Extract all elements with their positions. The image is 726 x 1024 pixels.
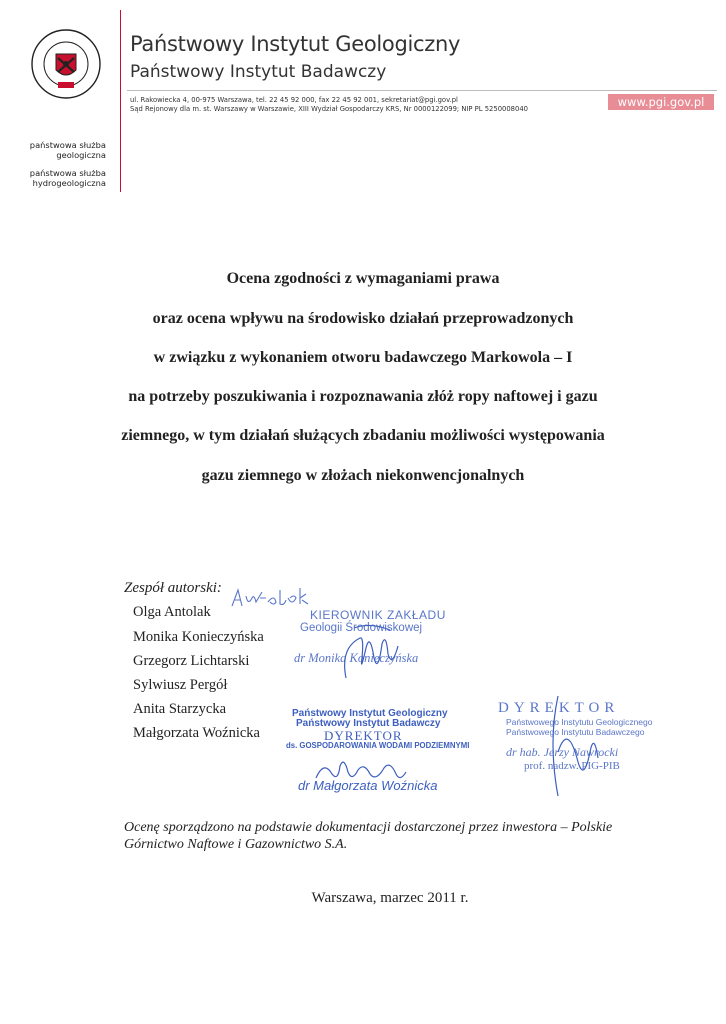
title-line: gazu ziemnego w złożach niekonwencjonalnych bbox=[201, 467, 525, 484]
institute-stamp-line2: Państwowy Instytut Badawczy bbox=[296, 718, 441, 729]
konieczynska-signature bbox=[330, 618, 410, 688]
director-stamp-line2: Państwowego Instytutu Badawczego bbox=[506, 727, 645, 737]
director-stamp-name: dr hab. Jerzy Nawrocki bbox=[506, 745, 619, 759]
head-stamp-name: dr Monika Konieczyńska bbox=[294, 651, 419, 665]
director-stamp-line1: Państwowego Instytutu Geologicznego bbox=[506, 717, 653, 727]
author-name: Monika Konieczyńska bbox=[133, 629, 264, 645]
author-name: Anita Starzycka bbox=[133, 701, 227, 717]
side-label: państwowa służba bbox=[29, 140, 106, 150]
side-label: państwowa służba bbox=[29, 168, 106, 178]
side-label: geologiczna bbox=[56, 150, 106, 160]
letterhead-divider-vertical bbox=[120, 10, 121, 192]
author-name: Sylwiusz Pergół bbox=[133, 677, 228, 693]
head-stamp-line2: Geologii Środowiskowej bbox=[300, 622, 423, 634]
website-badge[interactable]: www.pgi.gov.pl bbox=[608, 94, 714, 110]
title-line: w związku z wykonaniem otworu badawczego Markowola – I bbox=[153, 349, 573, 366]
title-line: oraz ocena wpływu na środowisko działań przeprowadzonych bbox=[152, 310, 574, 327]
address-line-2: Sąd Rejonowy dla m. st. Warszawy w Warszawie, XIII Wydział Gospodarczy KRS, Nr 0000122099; NIP PL 5250008040 bbox=[130, 105, 528, 113]
place-date: Warszawa, marzec 2011 r. bbox=[311, 890, 469, 906]
institute-stamp-line3: ds. GOSPODAROWANIA WODAMI PODZIEMNYMI bbox=[286, 741, 470, 750]
antolak-signature bbox=[228, 584, 320, 612]
institute-name: Państwowy Instytut Geologiczny bbox=[130, 32, 461, 56]
letterhead-divider-horizontal bbox=[127, 90, 717, 91]
title-line: na potrzeby poszukiwania i rozpoznawania złóż ropy naftowej i gazu bbox=[128, 388, 598, 405]
nawrocki-signature bbox=[528, 692, 608, 802]
institute-stamp-line1: Państwowy Instytut Geologiczny bbox=[292, 708, 448, 719]
basis-line: Górnictwo Naftowe i Gazownictwo S.A. bbox=[124, 837, 348, 852]
author-name: Olga Antolak bbox=[133, 604, 211, 620]
title-line: ziemnego, w tym działań służących zbadaniu możliwości występowania bbox=[121, 427, 605, 444]
woznicka-signature bbox=[310, 752, 410, 786]
author-name: Małgorzata Woźnicka bbox=[133, 725, 260, 741]
pgi-logo-seal bbox=[30, 28, 102, 100]
author-name: Grzegorz Lichtarski bbox=[133, 653, 250, 669]
address-line-1: ul. Rakowiecka 4, 00-975 Warszawa, tel. 22 45 92 000, fax 22 45 92 001, sekretariat@pgi.gov.pl bbox=[130, 96, 458, 104]
director-stamp-line3: prof. nadzw. PIG-PIB bbox=[524, 760, 620, 772]
basis-line: Ocenę sporządzono na podstawie dokumentacji dostarczonej przez inwestora – Polskie bbox=[124, 820, 613, 835]
institute-stamp-title: DYREKTOR bbox=[324, 728, 403, 743]
head-stamp-line1: KIEROWNIK ZAKŁADU bbox=[310, 608, 446, 622]
title-line: Ocena zgodności z wymaganiami prawa bbox=[226, 270, 500, 287]
director-stamp-title: DYREKTOR bbox=[498, 700, 620, 716]
institute-stamp-name: dr Małgorzata Woźnicka bbox=[298, 778, 438, 793]
team-label: Zespół autorski: bbox=[124, 580, 222, 596]
side-label: hydrogeologiczna bbox=[32, 178, 106, 188]
institute-subname: Państwowy Instytut Badawczy bbox=[130, 62, 387, 82]
